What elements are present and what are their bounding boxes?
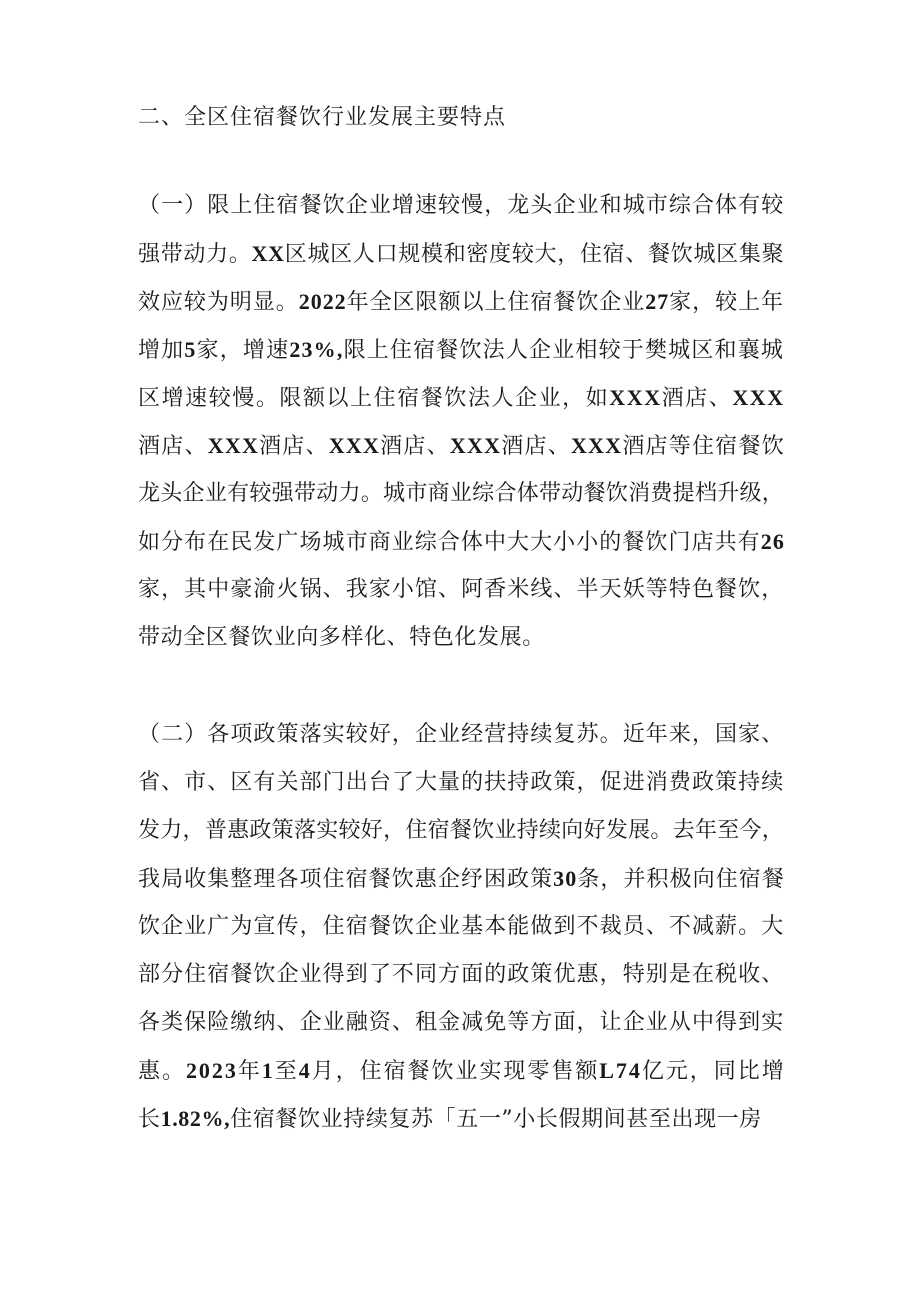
bold-figure: 26	[760, 529, 785, 554]
text-run: 家，增速	[196, 338, 290, 363]
bold-figure: 23%,	[289, 337, 344, 362]
text-run: 带动全区餐饮业向多样化、特色化发展。	[138, 625, 545, 650]
text-run: 限上住宿餐饮法人企业相较于樊城区和襄城	[343, 338, 785, 363]
text-run: 如分布在民发广场城市商业综合体中大大小小的餐饮门店共有	[138, 530, 761, 555]
bold-figure: 30	[553, 866, 578, 891]
paragraph-1-line	[138, 476, 784, 512]
paragraph-1-line	[138, 380, 785, 417]
bold-figure: 27	[645, 289, 670, 314]
bold-figure: 2022	[298, 289, 347, 314]
text-run: 家，较上年	[669, 290, 785, 315]
paragraph-1-line	[138, 524, 785, 561]
text-run: 区城区人口规模和密度较大，住宿、餐饮城区集聚	[284, 242, 785, 267]
bold-figure: XXX	[732, 385, 785, 410]
paragraph-2-line	[138, 717, 784, 753]
bold-figure: XXX	[207, 433, 260, 458]
paragraph-2-line	[138, 765, 784, 801]
paragraph-1-line	[138, 284, 784, 321]
paragraph-1-line	[138, 188, 784, 224]
text-run: 酒店、	[661, 386, 733, 411]
text-run: 强带动力。	[138, 242, 252, 267]
text-run: 酒店等住宿餐饮	[622, 434, 785, 459]
paragraph-2-line	[138, 957, 784, 993]
text-run: 酒店、	[138, 434, 208, 459]
text-run: 住宿餐饮业持续复苏「五一”小长假期间甚至出现一房	[230, 1107, 762, 1132]
text-run: 条，并积极向住宿餐	[577, 867, 785, 892]
paragraph-1-line	[138, 620, 545, 656]
text-run: 我局收集整理各项住宿餐饮惠企纾困政策	[138, 867, 554, 892]
text-run: 效应较为明显。	[138, 290, 299, 315]
text-run: 部分住宿餐饮企业得到了不同方面的政策优惠，特别是在税收、	[138, 962, 785, 987]
paragraph-1-line	[138, 572, 784, 608]
bold-figure: L74	[599, 1058, 642, 1083]
text-run: 月，住宿餐饮业实现零售额	[311, 1059, 600, 1084]
bold-figure: XXX	[328, 433, 381, 458]
bold-figure: 4	[298, 1058, 312, 1083]
text-run: （二）各项政策落实较好，企业经营持续复苏。近年来，国家、	[138, 722, 785, 747]
text-run: 龙头企业有较强带动力。城市商业综合体带动餐饮消费提档升级，	[138, 481, 785, 506]
bold-figure: XXX	[570, 433, 623, 458]
paragraph-1-line	[138, 428, 785, 465]
paragraph-1-line	[138, 236, 784, 273]
text-run: 区增速较慢。限额以上住宿餐饮法人企业，如	[138, 386, 610, 411]
text-run: 惠。	[138, 1059, 186, 1084]
paragraph-2-line	[138, 813, 784, 849]
paragraph-2-line	[138, 861, 785, 898]
text-run: 省、市、区有关部门出台了大量的扶持政策，促进消费政策持续	[138, 770, 785, 795]
text-run: 家，其中豪渝火锅、我家小馆、阿香米线、半天妖等特色餐饮，	[138, 577, 785, 602]
text-run: 酒店、	[380, 434, 450, 459]
paragraph-1-line	[138, 332, 784, 369]
bold-figure: XXX	[449, 433, 502, 458]
text-run: 饮企业广为宣传，住宿餐饮企业基本能做到不裁员、不减薪。大	[138, 914, 785, 939]
bold-figure: 2023	[185, 1058, 238, 1083]
paragraph-2-line	[138, 1005, 784, 1041]
section-heading: 二、全区住宿餐饮行业发展主要特点	[138, 105, 507, 130]
text-run: （一）限上住宿餐饮企业增速较慢，龙头企业和城市综合体有较	[138, 193, 785, 218]
text-run: 年全区限额以上住宿餐饮企业	[346, 290, 646, 315]
text-run: 增加	[138, 338, 185, 363]
paragraph-2-line	[138, 1053, 786, 1090]
text-run: 年	[237, 1059, 262, 1084]
text-run: 至	[274, 1059, 299, 1084]
bold-figure: XX	[251, 241, 285, 266]
paragraph-2-line	[138, 909, 784, 945]
paragraph-2-line	[138, 1101, 762, 1138]
text-run: 长	[138, 1107, 161, 1132]
bold-figure: 1	[261, 1058, 275, 1083]
bold-figure: 5	[184, 337, 197, 362]
bold-figure: XXX	[609, 385, 662, 410]
text-run: 发力，普惠政策落实较好，住宿餐饮业持续向好发展。去年至今，	[138, 818, 785, 843]
text-run: 各类保险缴纳、企业融资、租金减免等方面，让企业从中得到实	[138, 1010, 785, 1035]
text-run: 酒店、	[259, 434, 329, 459]
text-run: 酒店、	[501, 434, 571, 459]
bold-figure: 1.82%,	[160, 1106, 231, 1131]
text-run: 亿元，同比增	[641, 1059, 786, 1084]
